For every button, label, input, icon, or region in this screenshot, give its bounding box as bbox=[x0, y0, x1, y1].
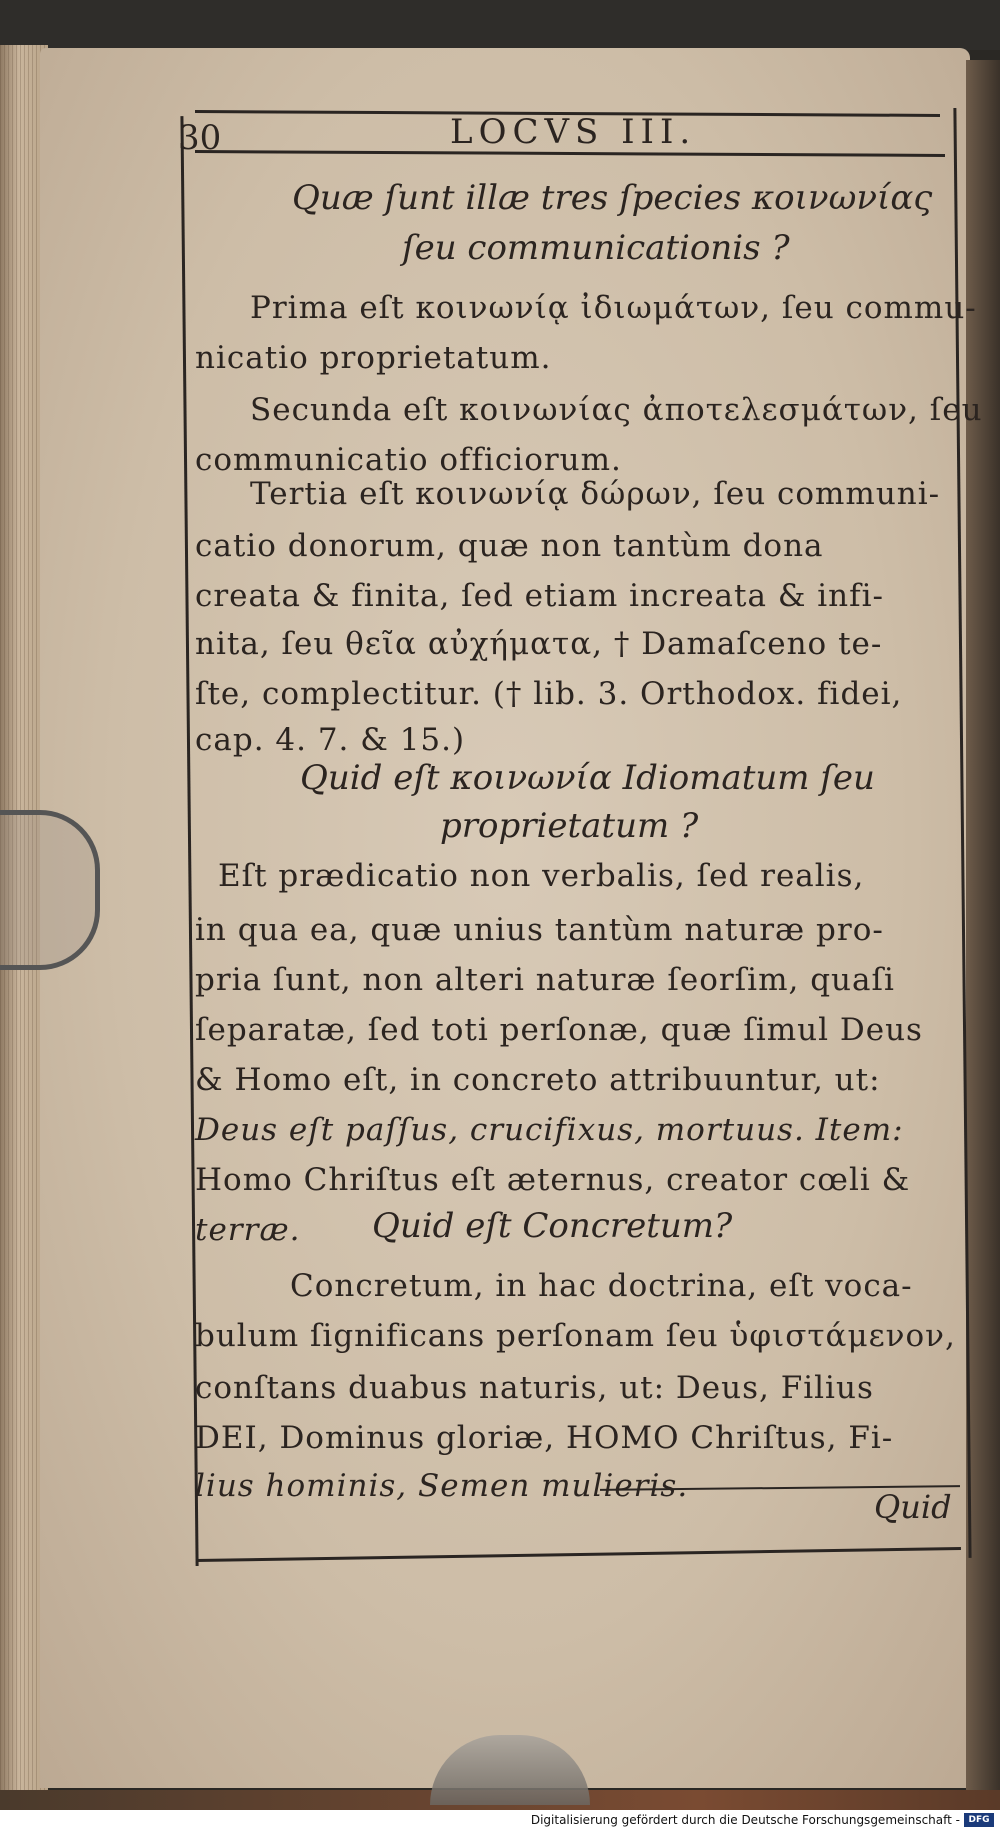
text-line: in qua ea, quæ unius tantùm naturæ pro- bbox=[195, 912, 884, 948]
catchword: Quid bbox=[874, 1488, 952, 1526]
text-line: & Homo eſt, in concreto attribuuntur, ut: bbox=[195, 1062, 881, 1098]
text-line: terræ. bbox=[195, 1212, 301, 1248]
text-line: Homo Chriſtus eſt æternus, creator cœli & bbox=[195, 1162, 911, 1198]
text-line: Prima eſt κοινωνίᾳ ἰδιωμάτων, ſeu commu- bbox=[250, 290, 977, 326]
text-line: cap. 4. 7. & 15.) bbox=[195, 722, 466, 758]
running-head: LOCVS III. bbox=[450, 112, 697, 152]
text-line: Secunda eſt κοινωνίας ἀποτελεσμάτων, ſeu bbox=[250, 392, 983, 428]
text-line: catio donorum, quæ non tantùm dona bbox=[195, 528, 824, 564]
text-line: DEI, Dominus gloriæ, HOMO Chriſtus, Fi- bbox=[195, 1420, 894, 1456]
question-heading-2: Quid eſt κοινωνία Idiomatum ſeu bbox=[300, 758, 875, 798]
text-line: conſtans duabus naturis, ut: Deus, Filius bbox=[195, 1370, 874, 1406]
question-heading-3: Quid eſt Concretum? bbox=[372, 1206, 733, 1246]
text-line: nicatio proprietatum. bbox=[195, 340, 552, 376]
text-line: pria ſunt, non alteri naturæ ſeorſim, quaſi bbox=[195, 962, 895, 998]
text-line: communicatio officiorum. bbox=[195, 442, 622, 478]
credit-text: Digitalisierung gefördert durch die Deutsche Forschungsgemeinschaft - bbox=[530, 1813, 960, 1827]
question-heading-2b: proprietatum ? bbox=[440, 806, 699, 846]
text-line: creata & finita, ſed etiam increata & infi- bbox=[195, 578, 885, 614]
text-line: Concretum, in hac doctrina, eſt voca- bbox=[290, 1268, 913, 1304]
text-line: ſte, complectitur. († lib. 3. Orthodox. fidei, bbox=[195, 676, 903, 712]
text-line: bulum ſignificans perſonam ſeu ὑφιστάμενον, bbox=[195, 1318, 956, 1354]
dfg-logo: DFG bbox=[964, 1813, 994, 1827]
text-line: ſeparatæ, ſed toti perſonæ, quæ ſimul Deus bbox=[195, 1012, 923, 1048]
text-line: lius hominis, Semen mulieris. bbox=[195, 1468, 689, 1504]
text-line: Deus eſt paſſus, crucifixus, mortuus. Item: bbox=[195, 1112, 904, 1148]
page-number: 30 bbox=[178, 118, 222, 158]
question-heading-1b: ſeu communicationis ? bbox=[402, 228, 790, 268]
scan-background bbox=[0, 0, 1000, 50]
text-line: Tertia eſt κοινωνίᾳ δώρων, ſeu communi- bbox=[250, 476, 941, 512]
clasp-ring bbox=[0, 810, 100, 970]
question-heading-1: Quæ ſunt illæ tres ſpecies κοινωνίας bbox=[292, 178, 933, 218]
text-line: Eſt prædicatio non verbalis, ſed realis, bbox=[218, 858, 865, 894]
text-line: nita, ſeu θεῖα αὐχήματα, † Damaſceno te- bbox=[195, 626, 883, 662]
